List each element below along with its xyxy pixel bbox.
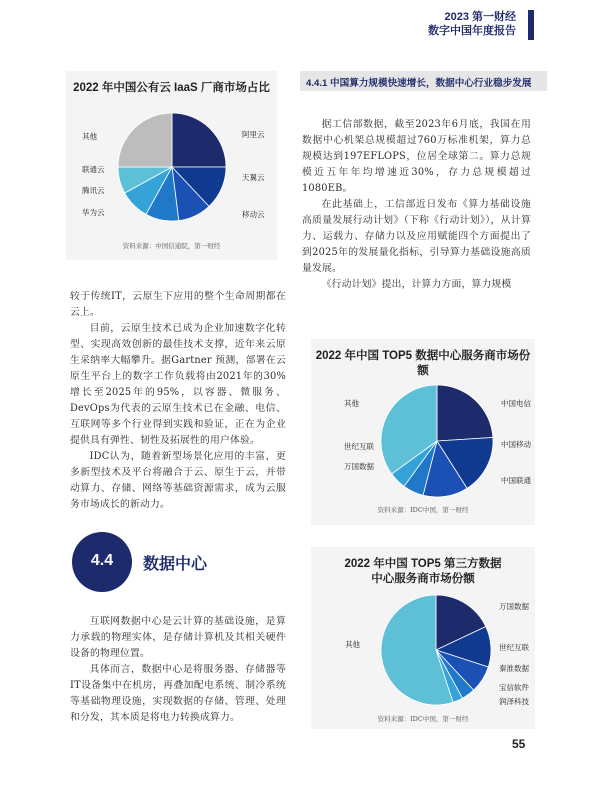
- chart-3-source: 资料来源：IDC中国，第一财经: [377, 715, 469, 723]
- paragraph: 较于传统IT，云原生下应用的整个生命周期都在云上。: [70, 291, 286, 318]
- chart-1-label-alibaba: 阿里云: [242, 130, 265, 139]
- chart-2-pie: [381, 385, 493, 497]
- chart-2-slice-0: [437, 385, 493, 441]
- chart-2-label-unicom: 中国联通: [501, 476, 531, 485]
- chart-1-slice-6: [118, 113, 172, 167]
- chart-3-panel: [311, 547, 535, 729]
- chart-2-label-other: 其他: [344, 399, 359, 408]
- header-line-2: 数字中国年度报告: [428, 25, 516, 37]
- chart-1-label-other: 其他: [82, 132, 97, 141]
- section-number-badge: [72, 532, 132, 592]
- chart-2-title: 2022 年中国 TOP5 数据中心服务商市场份额: [315, 350, 531, 377]
- right-top-text: [302, 117, 531, 293]
- chart-1-panel: [66, 71, 277, 260]
- chart-1-slice-0: [172, 113, 226, 167]
- chart-3-title: 2022 年中国 TOP5 第三方数据中心服务商市场份额: [344, 558, 502, 585]
- chart-2-label-21vianet: 世纪互联: [344, 442, 374, 451]
- header-line-1: 2023 第一财经: [444, 11, 516, 23]
- paragraph: 目前，云原生技术已成为企业加速数字化转型、实现高效创新的最佳技术支撑，近年来云原生采纳率大幅攀升。据Gartner 预测，部署在云原生平台上的数字工作负载将由2021年的30%增长至2025年的95%，以容器、微服务、DevOps为代表的云原生技术已在金融、电信、互联网等多个行业得到实践和验证，正在为企业提供具有弹性、韧性及拓展性的用户体验。: [70, 323, 286, 446]
- chart-1-title: 2022 年中国公有云 IaaS 厂商市场占比: [73, 82, 270, 94]
- left-mid-text: [70, 289, 286, 513]
- chart-3-label-21vianet: 世纪互联: [499, 643, 529, 652]
- page-number: 55: [512, 737, 526, 751]
- paragraph: 《行动计划》提出，计算力方面，算力规模: [321, 279, 512, 290]
- paragraph: 互联网数据中心是云计算的基础设施，是算力承载的物理实体，是存储计算机及其相关硬件设备的物理位置。: [70, 616, 286, 659]
- subsection-heading: [300, 71, 547, 91]
- chart-1-label-tencent: 腾讯云: [82, 186, 105, 195]
- paragraph: IDC认为，随着新型场景化应用的丰富，更多新型技术及平台将融合于云、原生于云，并带动算力、存储、网络等基础资源需求，成为云服务市场成长的新动力。: [70, 451, 286, 510]
- chart-2-label-gds: 万国数据: [344, 462, 374, 471]
- report-header: [428, 10, 516, 38]
- chart-3-pie: [381, 595, 491, 705]
- chart-1-source: 资料来源：中国信通院，第一财经: [122, 242, 221, 250]
- chart-3-label-chindata: 秦淮数据: [499, 664, 529, 673]
- chart-2-panel: [311, 339, 535, 525]
- chart-3-label-gds: 万国数据: [499, 602, 529, 611]
- chart-3-label-other: 其他: [345, 640, 360, 649]
- paragraph: 在此基础上，工信部近日发布《算力基础设施高质量发展行动计划》（下称《行动计划》），从计算力、运载力、存储力以及应用赋能四个方面提出了到2025年的发展量化指标，引导算力基础设施高质量发展。: [302, 199, 531, 274]
- chart-1-label-mobile: 移动云: [242, 210, 265, 219]
- chart-2-label-mobile: 中国移动: [501, 440, 531, 449]
- chart-2-source: 资料来源：IDC中国，第一财经: [377, 506, 469, 514]
- left-bottom-text: [70, 614, 286, 726]
- chart-1-label-tianyi: 天翼云: [242, 173, 265, 182]
- chart-1-label-huawei: 华为云: [82, 208, 105, 217]
- chart-1-label-unicom: 联通云: [82, 165, 105, 174]
- paragraph: 具体而言，数据中心是将服务器、存储器等IT设备集中在机房，再叠加配电系统、制冷系统等基础物理设施，实现数据的存储、管理、处理和分发，其本质是将电力转换成算力。: [70, 664, 286, 723]
- paragraph: 据工信部数据，截至2023年6月底，我国在用数据中心机架总规模超过760万标准机架，算力总规模达到197EFLOPS，位居全球第二。算力总规模近五年年均增速近30%，存力总规模超过1080EB。: [302, 119, 531, 194]
- chart-3-label-baosight: 宝信软件: [499, 683, 529, 692]
- section-number: 4.4: [90, 552, 114, 569]
- subsection-heading-text: 4.4.1 中国算力规模快速增长，数据中心行业稳步发展: [306, 78, 532, 89]
- chart-2-label-telecom: 中国电信: [501, 399, 531, 408]
- chart-1-pie: [118, 113, 226, 221]
- section-title: 数据中心: [143, 556, 208, 573]
- chart-3-label-runze: 润泽科技: [499, 697, 529, 706]
- header-accent-bar: [528, 10, 534, 40]
